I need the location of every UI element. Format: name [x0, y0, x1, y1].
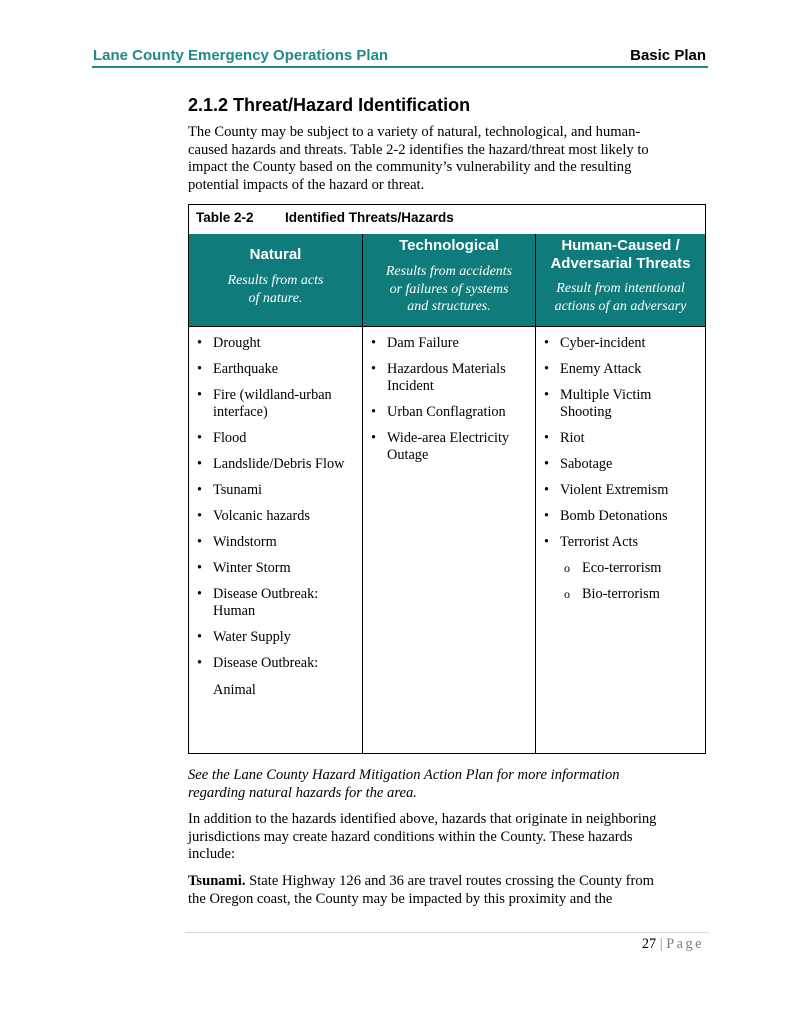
table-title: Identified Threats/Hazards — [285, 210, 454, 225]
natural-hazards-list — [195, 335, 355, 681]
list-item: • Landslide/Debris Flow — [195, 456, 355, 473]
body-cell-natural — [189, 327, 362, 754]
section-name: Basic Plan — [630, 47, 706, 64]
neighboring-hazards-paragraph: In addition to the hazards identified above, hazards that originate in neighboring jurisdictions may create hazard conditions within the County. These hazards include: — [188, 811, 657, 862]
list-item: • Fire (wildland-urban interface) — [195, 387, 355, 421]
tsunami-label: Tsunami. — [188, 873, 246, 889]
sub-list-item: o Eco-terrorism — [542, 560, 702, 577]
running-header — [92, 46, 708, 68]
page-footer — [642, 936, 704, 953]
intro-paragraph: The County may be subject to a variety of natural, technological, and human- caused hazards and threats. Table 2-2 identifies the hazard/threat most likely to impact the County based on the community’s vulnerability and the resulting potential impacts of the hazard or threat. — [188, 124, 649, 193]
list-item: • Riot — [542, 430, 702, 447]
list-item: • Enemy Attack — [542, 361, 702, 378]
list-item: • Drought — [195, 335, 355, 352]
mitigation-plan-note: See the Lane County Hazard Mitigation Action Plan for more information regarding natural hazards for the area. — [188, 767, 620, 801]
list-item: • Sabotage — [542, 456, 702, 473]
list-item: • Dam Failure — [369, 335, 529, 352]
list-item: • Tsunami — [195, 482, 355, 499]
footer-divider — [185, 932, 709, 933]
sub-list-item: o Bio-terrorism — [542, 586, 702, 603]
list-item: • Flood — [195, 430, 355, 447]
list-item: • Windstorm — [195, 534, 355, 551]
list-item: • Hazardous Materials Incident — [369, 361, 529, 395]
document-title: Lane County Emergency Operations Plan — [93, 47, 389, 64]
tsunami-paragraph: Tsunami. State Highway 126 and 36 are travel routes crossing the County from the Oregon coast, the County may be impacted by this proximity and the — [188, 873, 655, 907]
header-cell-human-caused: Human-Caused / Adversarial Threats Result from intentional actions of an adversary — [535, 234, 705, 326]
list-item: • Urban Conflagration — [369, 404, 529, 421]
header-cell-technological: Technological Results from accidents or failures of systems and structures. — [362, 234, 535, 326]
table-label: Table 2-2 — [196, 210, 254, 225]
page-label: Page — [666, 936, 704, 952]
human-caused-threats-list — [542, 335, 702, 612]
list-item: • Violent Extremism — [542, 482, 702, 499]
list-item: • Water Supply — [195, 629, 355, 646]
section-heading: 2.1.2 Threat/Hazard Identification — [188, 95, 471, 115]
table-body-row — [189, 326, 705, 754]
list-item: • Multiple Victim Shooting — [542, 387, 702, 421]
technological-hazards-list — [369, 335, 529, 473]
list-continuation: Animal — [213, 682, 256, 698]
page-number: 27 — [641, 936, 657, 952]
footer-separator: | — [659, 936, 663, 952]
list-item: • Bomb Detonations — [542, 508, 702, 525]
body-cell-technological — [362, 327, 535, 754]
hazards-table — [188, 204, 706, 754]
body-cell-human-caused — [535, 327, 705, 754]
list-item: • Terrorist Acts — [542, 534, 702, 551]
table-caption — [189, 205, 705, 235]
list-item: • Wide-area Electricity Outage — [369, 430, 529, 464]
list-item: • Cyber-incident — [542, 335, 702, 352]
list-item: • Earthquake — [195, 361, 355, 378]
list-item: • Volcanic hazards — [195, 508, 355, 525]
list-item: • Disease Outbreak: — [195, 655, 355, 672]
header-cell-natural: Natural Results from acts of nature. — [227, 246, 324, 306]
table-header-row — [189, 234, 705, 326]
list-item: • Winter Storm — [195, 560, 355, 577]
list-item: • Disease Outbreak: Human — [195, 586, 355, 620]
